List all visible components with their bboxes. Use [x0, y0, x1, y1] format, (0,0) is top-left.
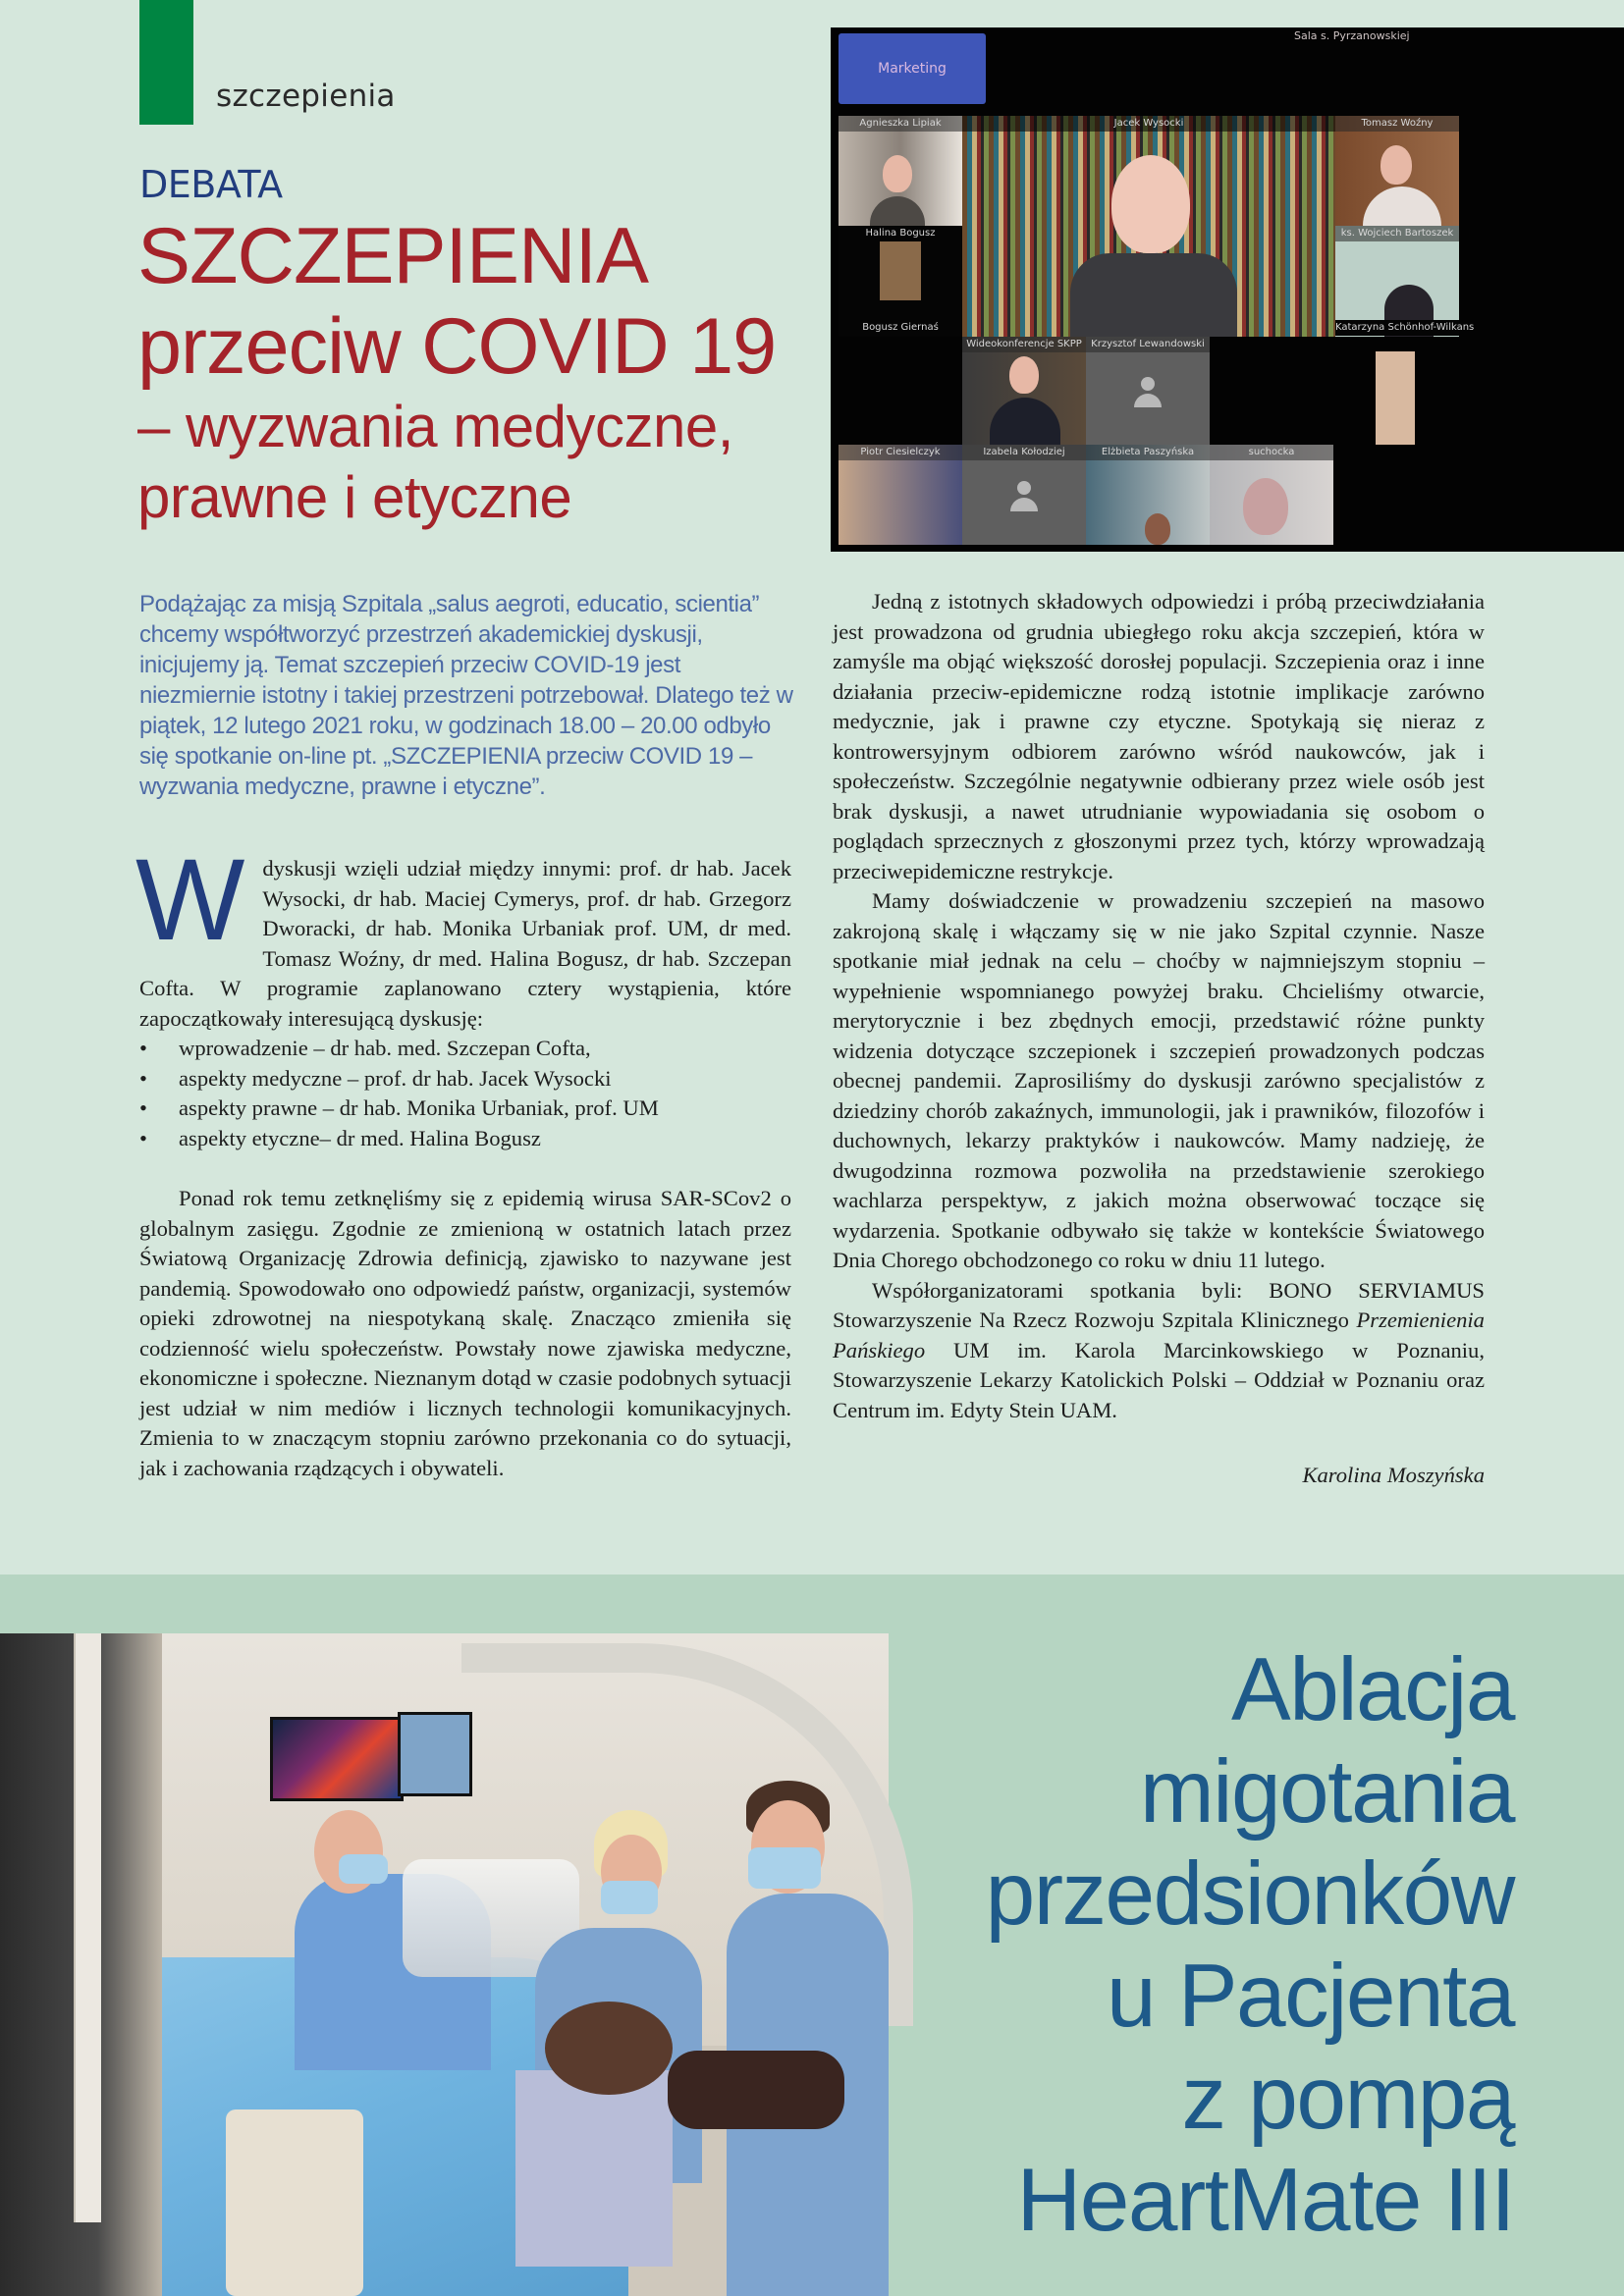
participant-label: Izabela Kołodziej — [962, 445, 1086, 460]
room-label: Sala s. Pyrzanowskiej — [1294, 29, 1410, 42]
next-title-line: z pompą — [1181, 2049, 1514, 2148]
next-title-line: HeartMate III — [1016, 2151, 1514, 2250]
participant-tile — [1086, 337, 1210, 445]
participant-label: Katarzyna Schönhof-Wilkans — [1335, 320, 1459, 336]
participant-label: Elżbieta Paszyńska — [1086, 445, 1210, 460]
participant-tile — [839, 226, 962, 337]
person-placeholder-icon — [1006, 481, 1042, 520]
participant-label: Jacek Wysocki — [962, 116, 1335, 132]
participant-tile — [839, 116, 962, 226]
title-line: SZCZEPIENIA — [137, 212, 649, 300]
title-line: prawne i etyczne — [137, 464, 572, 530]
participant-label: Wideokonferencje SKPP — [962, 337, 1086, 352]
procedure-photo — [0, 1633, 889, 2296]
talk-item: • aspekty medyczne – prof. dr hab. Jacek Wysocki — [139, 1064, 791, 1095]
article-column-left — [135, 835, 791, 1483]
participant-tile — [839, 445, 962, 545]
talk-item: • aspekty etyczne– dr med. Halina Bogusz — [139, 1124, 791, 1154]
participant-label: Krzysztof Lewandowski — [1086, 337, 1210, 352]
section-color-bar — [139, 0, 193, 125]
paragraph: Ponad rok temu zetknęliśmy się z epidemią wirusa SAR-SCov2 o globalnym zasięgu. Zgodnie ze zmienioną w ostatnich latach przez Światową Organizację Zdrowia definicją, zjawisko to nazywane jest pandemią. Spowodowało ono odpowiedź państw, organizacji, systemów opieki zdrowotnej na niespotykaną skalę. Znacząco zmieniła się codzienność wielu społeczeństw. Powstały nowe zjawiska medyczne, ekonomiczne i społeczne. Nieznanym dotąd w czasie podobnych sytuacji jest udział w nim mediów i licznych technologii komunikacyjnych. Zmienia to w znaczącym stopniu zarówno przekonania co do sytuacji, jak i zachowania rządzących i obywateli. — [139, 1186, 791, 1480]
video-conference-photo — [831, 27, 1624, 552]
paragraph-organizers — [833, 1276, 1485, 1426]
monitor-screen — [270, 1717, 404, 1801]
talks-list — [139, 1034, 791, 1153]
next-title-line: przedsionków — [985, 1844, 1514, 1944]
participant-label: Agnieszka Lipiak — [839, 116, 962, 132]
organizers-italic: Przemienienia Pańskiego — [833, 1308, 1485, 1362]
patient — [545, 2002, 673, 2095]
participant-tile-main — [962, 116, 1335, 337]
section-tag: szczepienia — [216, 79, 396, 114]
participant-tile — [962, 445, 1086, 545]
participant-tile — [1335, 116, 1459, 226]
paragraph: dyskusji wzięli udział między innymi: prof. dr hab. Jacek Wysocki, dr hab. Maciej Cymerys, prof. dr hab. Grzegorz Dworacki, dr hab. Monika Urbaniak prof. UM, dr med. Tomasz Woźny, dr med. Halina Bogusz, dr hab. Szczepan Cofta. W programie zaplanowano cztery wystąpienia, które zapoczątkowały interesującą dyskusję: — [139, 856, 791, 1031]
next-title-line: Ablacja — [1231, 1640, 1514, 1739]
article-kicker: DEBATA — [139, 163, 283, 206]
next-title-line: migotania — [1139, 1742, 1514, 1842]
next-title-line: u Pacjenta — [1106, 1947, 1514, 2046]
participant-label: Tomasz Woźny — [1335, 116, 1459, 132]
participant-label: Piotr Ciesielczyk — [839, 445, 962, 460]
article-lead: Podążając za misją Szpitala „salus aegroti, educatio, scientia” chcemy współtworzyć przestrzeń akademickiej dyskusji, inicjujemy ją. Temat szczepień przeciw COVID-19 jest niezmiernie istotny i takiej przestrzeni potrzebował. Dlatego też w piątek, 12 lutego 2021 roku, w godzinach 18.00 – 20.00 odbyło się spotkanie on-line pt. „SZCZEPIENIA przeciw COVID 19 – wyzwania medyczne, prawne i etyczne”. — [139, 591, 793, 800]
organizers-text-end: UM im. Karola Marcinkowskiego w Poznaniu, Stowarzyszenie Lekarzy Katolickich Polski – Oddział w Poznaniu oraz Centrum im. Edyty Stein UAM. — [833, 1337, 1485, 1422]
article-column-right — [833, 587, 1485, 1491]
marketing-tile: Marketing — [839, 33, 986, 104]
participant-label: Halina Bogusz — [865, 228, 936, 239]
participant-tile — [1086, 445, 1210, 545]
participant-label: suchocka — [1210, 445, 1333, 460]
next-article-title — [807, 1639, 1514, 2252]
participant-label: Bogusz Giernaś — [862, 322, 939, 333]
participant-tile — [962, 337, 1086, 445]
paragraph: Mamy doświadczenie w prowadzeniu szczepień na masowo zakrojoną skalę i włączamy się w nie jako Szpital czynnie. Nasze spotkanie miał jednak na celu – choćby w najmniejszym stopniu – wypełnienie wspomnianego powyżej braku. Chcieliśmy otwarcie, merytorycznie i bez zbędnych emocji, przedstawić różne punkty widzenia dotyczące szczepionek i szczepień prowadzonych podczas obecnej pandemii. Zaprosiliśmy do dyskusji zarówno specjalistów z dziedziny chorób zakaźnych, immunologii, jak i prawników, filozofów i duchownych, lekarzy praktyków i naukowców. Mamy nadzieję, że dwugodzinna rozmowa pozwoliła na przedstawienie szerokiego wachlarza perspektyw, z jakich można obserwować toczące się wydarzenia. Spotkanie odbywało się także w kontekście Światowego Dnia Chorego obchodzonego co roku w dniu 11 lutego. — [833, 888, 1485, 1272]
article-title — [137, 211, 825, 533]
author-signature: Karolina Moszyńska — [1302, 1463, 1485, 1487]
talk-item: • aspekty prawne – dr hab. Monika Urbaniak, prof. UM — [139, 1094, 791, 1124]
title-line: – wyzwania medyczne, — [137, 394, 733, 459]
participant-label: ks. Wojciech Bartoszek — [1335, 226, 1459, 241]
person-placeholder-icon — [1130, 377, 1165, 416]
talk-item: • wprowadzenie – dr hab. med. Szczepan Cofta, — [139, 1034, 791, 1064]
participant-tile — [1335, 226, 1475, 337]
title-line: przeciw COVID 19 — [137, 302, 777, 391]
organizers-text: Współorganizatorami spotkania byli: BONO SERVIAMUS Stowarzyszenie Na Rzecz Rozwoju Szpitala Klinicznego — [833, 1277, 1485, 1332]
participant-tile — [1210, 445, 1333, 545]
drop-cap: W — [135, 835, 245, 965]
paragraph: Jedną z istotnych składowych odpowiedzi i próbą przeciwdziałania jest prowadzona od grudnia ubiegłego roku akcja szczepień, która w zamyśle ma objąć większość dorosłej populacji. Szczepienia oraz i inne działania przeciw-epidemiczne rodzą istotnie implikacje zarówno medycznie, jak i prawne czy etyczne. Spotykają się nieraz z kontrowersyjnym odbiorem zarówno wśród naukowców, jak i społeczeństw. Szczególnie negatywnie odbierany przez wiele osób jest brak dyskusji, a nawet utrudnianie wypowiadania się osobom o poglądach sprzecznych z głoszonymi przez tych, którzy wprowadzają przeciwepidemiczne restrykcje. — [833, 589, 1485, 883]
participant-tile — [1376, 351, 1415, 445]
